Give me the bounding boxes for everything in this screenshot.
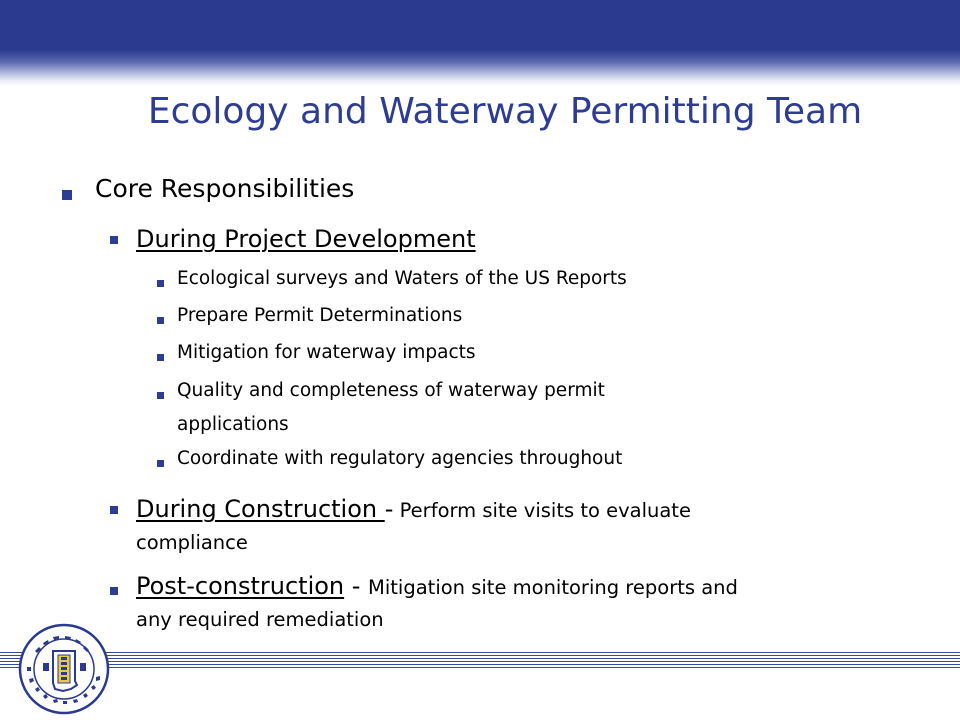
bullet-square: [62, 190, 72, 200]
bullet-square: [157, 354, 164, 361]
bullet-core-responsibilities: Core Responsibilities: [95, 174, 355, 203]
bullet-square: [157, 280, 164, 287]
post-construction-description-continuation: any required remediation: [136, 608, 384, 631]
post-construction-separator: -: [344, 572, 369, 600]
list-item: Ecological surveys and Waters of the US Reports: [177, 268, 627, 289]
bullet-square: [157, 317, 164, 324]
list-item: Prepare Permit Determinations: [177, 305, 463, 326]
footer-lines: [0, 652, 960, 670]
post-construction-description: Mitigation site monitoring reports and: [368, 576, 738, 599]
construction-line: [136, 493, 691, 527]
construction-description: Perform site visits to evaluate: [393, 499, 691, 522]
list-item: Quality and completeness of waterway permit: [177, 380, 605, 401]
bullet-square: [110, 236, 118, 244]
bullet-square: [110, 506, 118, 514]
heading-during-construction: During Construction: [136, 495, 385, 523]
construction-separator: -: [384, 495, 394, 523]
construction-description-continuation: compliance: [136, 531, 248, 554]
post-construction-line: [136, 570, 738, 604]
list-item: Mitigation for waterway impacts: [177, 342, 476, 363]
bullet-square: [157, 460, 164, 467]
list-item: Coordinate with regulatory agencies throughout: [177, 448, 623, 469]
header-band: [0, 0, 960, 86]
heading-during-project-development: During Project Development: [136, 225, 476, 253]
heading-post-construction: Post-construction: [136, 572, 345, 600]
bullet-square: [110, 587, 118, 595]
slide-title: Ecology and Waterway Permitting Team: [147, 91, 863, 132]
indot-logo: [5, 623, 119, 715]
list-item-continuation: applications: [177, 414, 289, 435]
bullet-square: [157, 392, 164, 399]
